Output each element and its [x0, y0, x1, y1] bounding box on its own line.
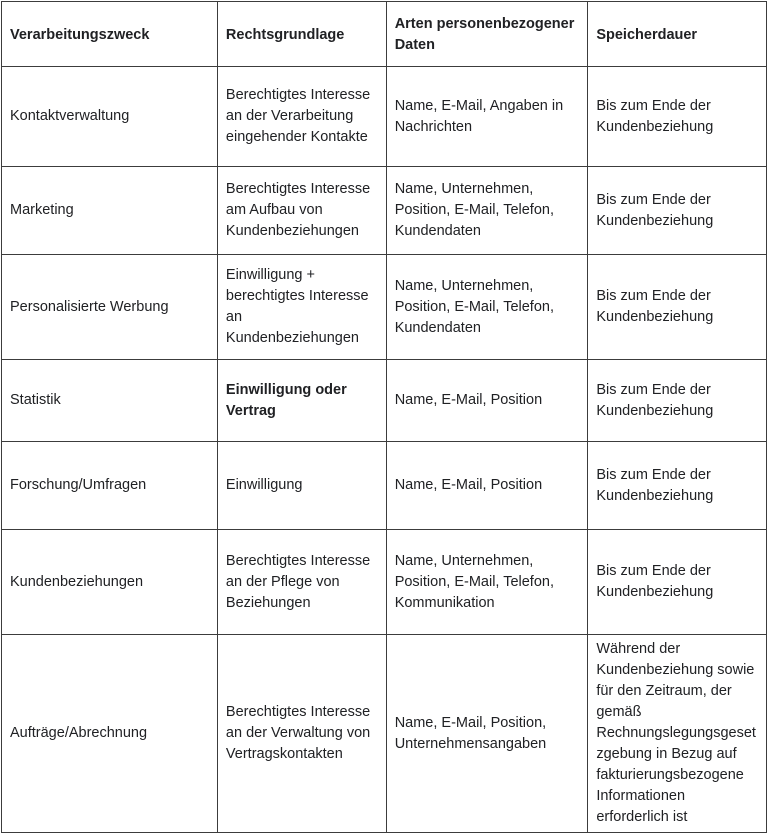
cell-data-types: Name, Unternehmen, Position, E-Mail, Telefon, Kommunikation — [386, 530, 588, 635]
cell-legal-basis: Einwilligung oder Vertrag — [217, 360, 386, 442]
header-retention: Speicherdauer — [588, 2, 767, 67]
cell-purpose: Statistik — [2, 360, 218, 442]
table-row — [2, 67, 767, 167]
cell-retention: Bis zum Ende der Kundenbeziehung — [588, 442, 767, 530]
cell-data-types: Name, Unternehmen, Position, E-Mail, Telefon, Kundendaten — [386, 255, 588, 360]
cell-purpose: Kundenbeziehungen — [2, 530, 218, 635]
cell-purpose: Personalisierte Werbung — [2, 255, 218, 360]
cell-data-types: Name, E-Mail, Position — [386, 360, 588, 442]
data-processing-table — [1, 1, 767, 833]
cell-legal-basis: Berechtigtes Interesse an der Verwaltung von Vertragskontakten — [217, 635, 386, 833]
table-row — [2, 442, 767, 530]
cell-retention: Während der Kundenbeziehung sowie für den Zeitraum, der gemäß Rechnungslegungsgesetzgebung in Bezug auf fakturierungsbezogene Informationen erforderlich ist — [588, 635, 767, 833]
cell-retention: Bis zum Ende der Kundenbeziehung — [588, 67, 767, 167]
cell-data-types: Name, Unternehmen, Position, E-Mail, Telefon, Kundendaten — [386, 167, 588, 255]
cell-purpose: Forschung/Umfragen — [2, 442, 218, 530]
table-row — [2, 635, 767, 833]
cell-legal-basis: Einwilligung + berechtigtes Interesse an Kundenbeziehungen — [217, 255, 386, 360]
table-row — [2, 167, 767, 255]
cell-retention: Bis zum Ende der Kundenbeziehung — [588, 360, 767, 442]
cell-data-types: Name, E-Mail, Position — [386, 442, 588, 530]
table-row — [2, 530, 767, 635]
table-row — [2, 255, 767, 360]
cell-retention: Bis zum Ende der Kundenbeziehung — [588, 167, 767, 255]
cell-purpose: Kontaktverwaltung — [2, 67, 218, 167]
header-data-types: Arten personenbezogener Daten — [386, 2, 588, 67]
cell-data-types: Name, E-Mail, Angaben in Nachrichten — [386, 67, 588, 167]
cell-legal-basis: Berechtigtes Interesse an der Verarbeitung eingehender Kontakte — [217, 67, 386, 167]
cell-legal-basis: Berechtigtes Interesse an der Pflege von Beziehungen — [217, 530, 386, 635]
header-legal-basis: Rechtsgrundlage — [217, 2, 386, 67]
table-row — [2, 360, 767, 442]
cell-legal-basis: Berechtigtes Interesse am Aufbau von Kundenbeziehungen — [217, 167, 386, 255]
cell-legal-basis: Einwilligung — [217, 442, 386, 530]
cell-purpose: Marketing — [2, 167, 218, 255]
cell-data-types: Name, E-Mail, Position, Unternehmensangaben — [386, 635, 588, 833]
header-purpose: Verarbeitungszweck — [2, 2, 218, 67]
cell-retention: Bis zum Ende der Kundenbeziehung — [588, 255, 767, 360]
table-body — [2, 67, 767, 833]
table-header — [2, 2, 767, 67]
cell-retention: Bis zum Ende der Kundenbeziehung — [588, 530, 767, 635]
cell-purpose: Aufträge/Abrechnung — [2, 635, 218, 833]
header-row — [2, 2, 767, 67]
